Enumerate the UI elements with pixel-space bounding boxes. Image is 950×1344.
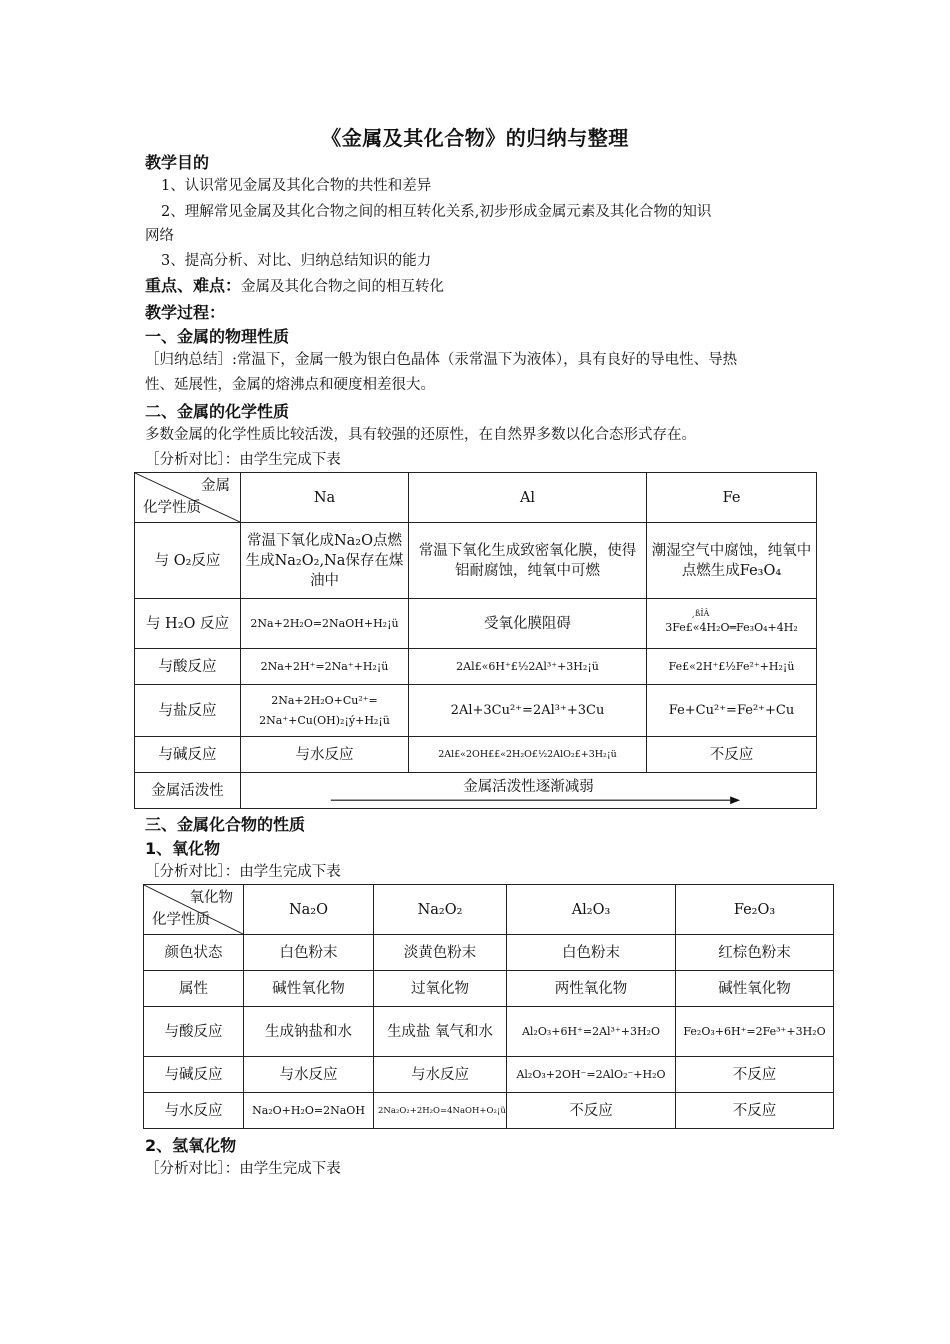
section1-text: ［归纳总结］:常温下，金属一般为银白色晶体（汞常温下为液体），具有良好的导电性、导热 — [145, 352, 738, 368]
table-cell: 红棕色粉末 — [676, 935, 834, 971]
table-cell: 与水反应 — [244, 1057, 374, 1093]
table-cell: 与水反应 — [374, 1057, 507, 1093]
table-cell: 不反应 — [676, 1093, 834, 1129]
table-cell: 两性氧化物 — [507, 971, 676, 1007]
row-label: 与碱反应 — [135, 737, 241, 773]
table-cell: Na₂O+H₂O=2NaOH — [244, 1093, 374, 1129]
column-header: Al — [409, 473, 647, 523]
section1-text: 性、延展性，金属的熔沸点和硬度相差很大。 — [145, 377, 435, 393]
table-cell: 潮湿空气中腐蚀，纯氧中点燃生成Fe₃O₄ — [647, 523, 817, 599]
key-points — [145, 274, 444, 299]
table-row — [144, 971, 834, 1007]
reaction-condition: ¸ßÎÂ — [691, 609, 710, 618]
table-row — [135, 773, 817, 809]
table-cell: Al₂O₃+2OH⁻=2AlO₂⁻+H₂O — [507, 1057, 676, 1093]
section2-intro: 多数金属的化学性质比较活泼，具有较强的还原性，在自然界多数以化合态形式存在。 — [145, 427, 696, 443]
table-cell: 2Na+2H⁺=2Na⁺+H₂¡ü — [241, 649, 409, 685]
key-points-label: 重点、难点： — [145, 276, 242, 295]
section3-sub1: 1、氧化物 — [145, 839, 221, 858]
table-cell: 过氧化物 — [374, 971, 507, 1007]
section3-sub2: 2、氢氧化物 — [145, 1136, 237, 1155]
process-heading: 教学过程： — [145, 303, 226, 322]
table-cell: 白色粉末 — [244, 935, 374, 971]
table-cell: 2Na+2H₂O=2NaOH+H₂¡ü — [241, 599, 409, 649]
table-cell: 淡黄色粉末 — [374, 935, 507, 971]
table-header-row — [135, 473, 817, 523]
reaction-equation: 3Fe£«4H₂O═Fe₃O₄+4H₂ — [665, 621, 798, 634]
table-row — [135, 523, 817, 599]
corner-top-label: 氧化物 — [189, 890, 233, 906]
table-cell: 碱性氧化物 — [676, 971, 834, 1007]
page-title: 《金属及其化合物》的归纳与整理 — [321, 126, 629, 150]
objective-item: 2、理解常见金属及其化合物之间的相互转化关系,初步形成金属元素及其化合物的知识 — [161, 204, 712, 220]
table-cell: 碱性氧化物 — [244, 971, 374, 1007]
table-cell: 生成盐 氧气和水 — [374, 1007, 507, 1057]
activity-arrow — [241, 773, 816, 808]
section2-heading: 二、金属的化学性质 — [145, 402, 290, 421]
table-cell: 常温下氧化成Na₂O点燃生成Na₂O₂,Na保存在煤油中 — [241, 523, 409, 599]
table-row — [135, 685, 817, 737]
table-cell: 2Al£«2OH££«2H₂O£½2AlO₂£+3H₂¡ü — [409, 737, 647, 773]
key-points-text: 金属及其化合物之间的相互转化 — [241, 279, 445, 295]
column-header: Al₂O₃ — [507, 885, 676, 935]
section3-compare-note-2: ［分析对比］：由学生完成下表 — [145, 1161, 341, 1177]
row-label: 与酸反应 — [144, 1007, 244, 1057]
row-label: 与水反应 — [144, 1093, 244, 1129]
corner-bottom-label: 化学性质 — [152, 912, 210, 928]
objective-item: 1、认识常见金属及其化合物的共性和差异 — [161, 178, 432, 194]
table-row — [144, 1093, 834, 1129]
row-label: 与盐反应 — [135, 685, 241, 737]
table-cell: 受氧化膜阻碍 — [409, 599, 647, 649]
row-label: 与 O₂反应 — [135, 523, 241, 599]
table-cell — [647, 599, 817, 649]
column-header: Fe₂O₃ — [676, 885, 834, 935]
table-cell: 生成钠盐和水 — [244, 1007, 374, 1057]
table-cell: 2Al+3Cu²⁺=2Al³⁺+3Cu — [409, 685, 647, 737]
table-row — [135, 649, 817, 685]
table-cell: 不反应 — [647, 737, 817, 773]
table-row — [144, 1057, 834, 1093]
section3-heading: 三、金属化合物的性质 — [145, 815, 306, 834]
column-header: Na — [241, 473, 409, 523]
row-label: 金属活泼性 — [135, 773, 241, 809]
objective-item: 3、提高分析、对比、归纳总结知识的能力 — [161, 253, 432, 269]
table-row — [144, 935, 834, 971]
row-label: 与碱反应 — [144, 1057, 244, 1093]
objective-item: 网络 — [145, 228, 174, 244]
column-header: Na₂O — [244, 885, 374, 935]
table-cell: 2Na+2H₂O+Cu²⁺= 2Na⁺+Cu(OH)₂¡ý+H₂¡ü — [241, 685, 409, 737]
table-cell: 2Na₂O₂+2H₂O=4NaOH+O₂¡ü — [374, 1093, 507, 1129]
row-label: 与酸反应 — [135, 649, 241, 685]
row-label: 属性 — [144, 971, 244, 1007]
table-cell: 常温下氧化生成致密氧化膜，使得铝耐腐蚀，纯氧中可燃 — [409, 523, 647, 599]
table-cell: 不反应 — [676, 1057, 834, 1093]
table-row — [144, 1007, 834, 1057]
column-header: Na₂O₂ — [374, 885, 507, 935]
table-row — [135, 599, 817, 649]
column-header: Fe — [647, 473, 817, 523]
table-cell: 2Al£«6H⁺£½2Al³⁺+3H₂¡ü — [409, 649, 647, 685]
table-row — [135, 737, 817, 773]
activity-trend-text: 金属活泼性逐渐减弱 — [463, 779, 594, 795]
table-cell: 与水反应 — [241, 737, 409, 773]
corner-bottom-label: 化学性质 — [143, 500, 201, 516]
section2-compare-note: ［分析对比］：由学生完成下表 — [145, 452, 341, 468]
table-cell: Fe£«2H⁺£½Fe²⁺+H₂¡ü — [647, 649, 817, 685]
activity-trend-cell — [241, 773, 817, 809]
section3-compare-note: ［分析对比］：由学生完成下表 — [145, 864, 341, 880]
table-cell: Fe+Cu²⁺=Fe²⁺+Cu — [647, 685, 817, 737]
oxide-properties-table — [143, 884, 834, 1129]
diagonal-header-cell — [144, 885, 244, 935]
objectives-heading: 教学目的 — [145, 153, 210, 172]
table-header-row — [144, 885, 834, 935]
table-cell: 白色粉末 — [507, 935, 676, 971]
corner-top-label: 金属 — [201, 478, 230, 494]
table-cell: 不反应 — [507, 1093, 676, 1129]
row-label: 与 H₂O 反应 — [135, 599, 241, 649]
table-cell: Al₂O₃+6H⁺=2Al³⁺+3H₂O — [507, 1007, 676, 1057]
metal-properties-table — [134, 472, 817, 809]
diagonal-header-cell — [135, 473, 241, 523]
row-label: 颜色状态 — [144, 935, 244, 971]
table-cell: Fe₂O₃+6H⁺=2Fe³⁺+3H₂O — [676, 1007, 834, 1057]
section1-heading: 一、金属的物理性质 — [145, 327, 290, 346]
